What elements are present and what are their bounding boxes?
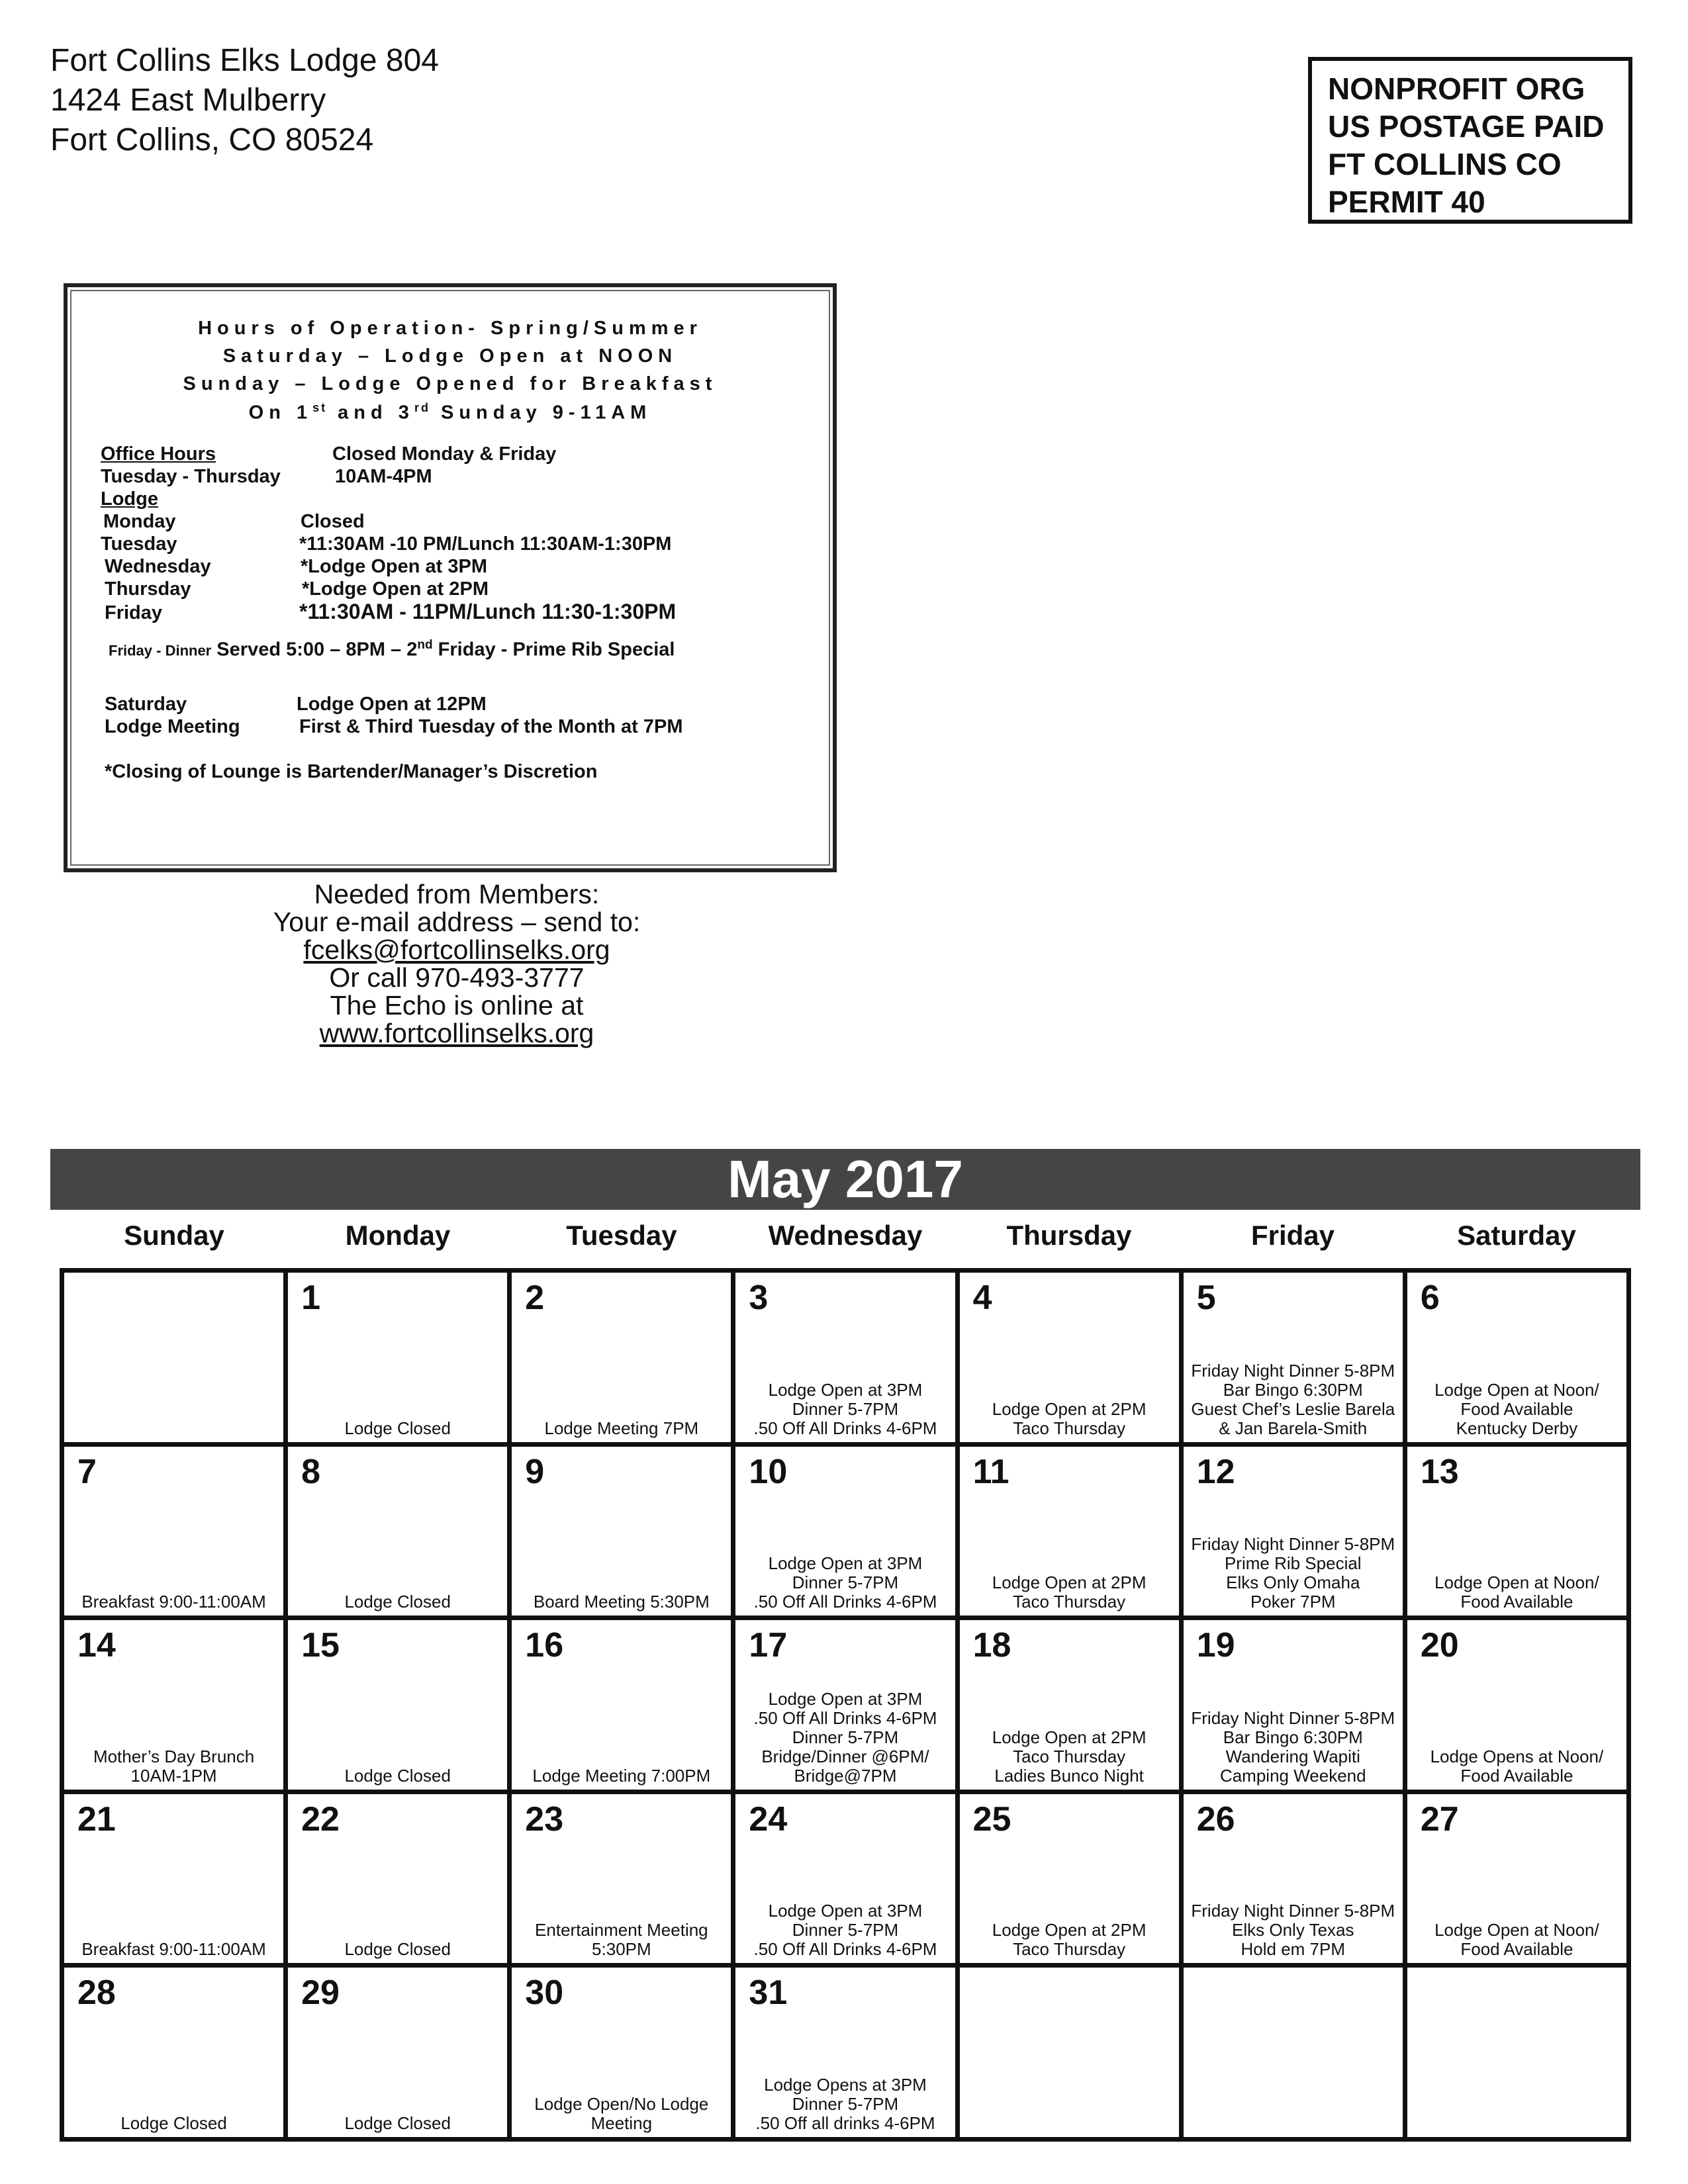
day-number: 6 xyxy=(1420,1279,1440,1317)
calendar-grid xyxy=(60,1268,1631,2142)
website-link[interactable]: www.fortcollinselks.org xyxy=(319,1018,594,1048)
event-line: Dinner 5-7PM xyxy=(792,1920,899,1940)
event-line: Guest Chef’s Leslie Barela xyxy=(1191,1398,1395,1419)
thursday-value: *Lodge Open at 2PM xyxy=(302,578,489,600)
event-line: Lodge Closed xyxy=(344,1592,451,1612)
day-number: 28 xyxy=(77,1974,116,2013)
event-line: Dinner 5-7PM xyxy=(792,1727,899,1747)
day-events xyxy=(737,2075,953,2133)
event-line: Food Available xyxy=(1460,1765,1573,1786)
event-line: Entertainment Meeting xyxy=(535,1920,708,1940)
day-number: 29 xyxy=(301,1974,340,2013)
hours-of-operation-box xyxy=(64,283,837,872)
day-events xyxy=(289,1766,506,1786)
day-events xyxy=(1409,1381,1625,1438)
day-number: 16 xyxy=(525,1626,564,1665)
calendar-day-cell xyxy=(512,1447,731,1616)
calendar-day-cell xyxy=(1184,1273,1403,1442)
return-address xyxy=(50,41,439,160)
tue-thu-label: Tuesday - Thursday xyxy=(101,466,281,487)
day-number: 27 xyxy=(1420,1799,1459,1839)
saturday-value: Lodge Open at 12PM xyxy=(297,694,487,715)
postage-indicia xyxy=(1308,57,1632,224)
address-line-1: Fort Collins Elks Lodge 804 xyxy=(50,43,439,78)
dow-friday: Friday xyxy=(1250,1220,1335,1251)
day-number: 23 xyxy=(525,1799,564,1839)
day-events xyxy=(1409,1921,1625,1959)
event-line: Taco Thursday xyxy=(1013,1939,1126,1960)
members-note-line-5: The Echo is online at xyxy=(330,990,584,1021)
day-events xyxy=(1185,1709,1401,1786)
event-line: Camping Weekend xyxy=(1219,1765,1366,1786)
day-number: 9 xyxy=(525,1452,545,1491)
day-events xyxy=(66,2114,282,2133)
day-number: 5 xyxy=(1196,1279,1216,1317)
email-link[interactable]: fcelks@fortcollinselks.org xyxy=(303,934,610,965)
day-number: 17 xyxy=(749,1626,788,1665)
day-events xyxy=(66,1747,282,1786)
calendar-day-cell xyxy=(960,1968,1179,2137)
day-number: 18 xyxy=(972,1626,1011,1665)
day-number: 13 xyxy=(1420,1452,1459,1491)
friday-dinner-line: Friday - Dinner Served 5:00 – 8PM – 2nd Friday - Prime Rib Special xyxy=(109,638,675,660)
calendar-day-cell xyxy=(735,1620,955,1790)
event-line: Lodge Open at Noon/ xyxy=(1434,1379,1599,1400)
day-events xyxy=(1409,1747,1625,1786)
dow-saturday: Saturday xyxy=(1457,1220,1576,1251)
event-line: .50 Off All Drinks 4-6PM xyxy=(753,1707,937,1728)
day-events xyxy=(513,1419,729,1438)
event-line: Lodge Open at 2PM xyxy=(992,1727,1147,1747)
address-line-3: Fort Collins, CO 80524 xyxy=(50,122,374,158)
friday-label: Friday xyxy=(105,602,163,623)
hours-heading-1: Hours of Operation- Spring/Summer xyxy=(198,318,702,339)
hours-heading-3: Sunday – Lodge Opened for Breakfast xyxy=(183,373,718,394)
calendar-day-cell xyxy=(960,1794,1179,1964)
day-number: 4 xyxy=(972,1279,992,1317)
day-number: 3 xyxy=(749,1279,769,1317)
event-line: Ladies Bunco Night xyxy=(994,1765,1144,1786)
event-line: Food Available xyxy=(1460,1592,1573,1612)
calendar-day-cell xyxy=(64,1794,283,1964)
tuesday-value: *11:30AM -10 PM/Lunch 11:30AM-1:30PM xyxy=(299,533,672,555)
office-hours-value: Closed Monday & Friday xyxy=(332,443,557,465)
postage-line-1: NONPROFIT ORG xyxy=(1328,71,1585,106)
event-line: Wandering Wapiti xyxy=(1225,1746,1360,1766)
day-events xyxy=(513,2095,729,2133)
postage-line-2: US POSTAGE PAID xyxy=(1328,109,1605,144)
event-line: Lodge Open at 2PM xyxy=(992,1920,1147,1940)
address-line-2: 1424 East Mulberry xyxy=(50,83,326,118)
calendar-title: May 2017 xyxy=(50,1149,1640,1210)
event-line: Taco Thursday xyxy=(1013,1418,1126,1438)
calendar-day-cell xyxy=(1407,1273,1626,1442)
calendar-day-cell xyxy=(288,1273,507,1442)
event-line: Breakfast 9:00-11:00AM xyxy=(81,1592,266,1612)
event-line: Elks Only Omaha xyxy=(1226,1572,1360,1593)
event-line: Lodge Closed xyxy=(344,1418,451,1438)
day-events xyxy=(961,1728,1178,1786)
calendar-day-cell xyxy=(735,1447,955,1616)
calendar-day-cell xyxy=(64,1968,283,2137)
event-line: Lodge Open at Noon/ xyxy=(1434,1572,1599,1593)
event-line: Kentucky Derby xyxy=(1456,1418,1578,1438)
event-line: Taco Thursday xyxy=(1013,1592,1126,1612)
event-line: Hold em 7PM xyxy=(1241,1939,1346,1960)
day-events xyxy=(737,1690,953,1786)
day-number: 20 xyxy=(1420,1626,1459,1665)
day-events xyxy=(513,1921,729,1959)
thursday-label: Thursday xyxy=(105,578,191,600)
calendar-day-cell xyxy=(288,1620,507,1790)
event-line: Lodge Open/No Lodge xyxy=(534,2094,709,2114)
day-events xyxy=(289,2114,506,2133)
event-line: Lodge Meeting 7PM xyxy=(544,1418,699,1438)
event-line: Lodge Closed xyxy=(344,1939,451,1960)
dow-thursday: Thursday xyxy=(1006,1220,1132,1251)
lodge-meeting-value: First & Third Tuesday of the Month at 7PM xyxy=(299,716,683,737)
lodge-meeting-label: Lodge Meeting xyxy=(105,716,240,737)
event-line: Bar Bingo 6:30PM xyxy=(1223,1727,1363,1747)
dow-wednesday: Wednesday xyxy=(768,1220,923,1251)
day-number: 12 xyxy=(1196,1452,1235,1491)
calendar-day-cell xyxy=(64,1273,283,1442)
event-line: Lodge Open at 3PM xyxy=(768,1379,923,1400)
dow-sunday: Sunday xyxy=(124,1220,224,1251)
calendar-day-cell xyxy=(288,1794,507,1964)
event-line: Lodge Open at 3PM xyxy=(768,1901,923,1921)
dow-monday: Monday xyxy=(345,1220,451,1251)
members-note-phone: Or call 970-493-3777 xyxy=(329,962,585,993)
calendar-day-cell xyxy=(960,1447,1179,1616)
wednesday-value: *Lodge Open at 3PM xyxy=(301,556,487,577)
calendar-day-cell xyxy=(1184,1447,1403,1616)
calendar-day-cell xyxy=(288,1447,507,1616)
day-events xyxy=(1185,1535,1401,1612)
event-line: & Jan Barela-Smith xyxy=(1219,1418,1368,1438)
event-line: Friday Night Dinner 5-8PM xyxy=(1191,1707,1395,1728)
day-events xyxy=(66,1592,282,1612)
calendar-day-cell xyxy=(64,1620,283,1790)
event-line: .50 Off All Drinks 4-6PM xyxy=(753,1939,937,1960)
event-line: Bridge@7PM xyxy=(794,1765,897,1786)
tue-thu-value: 10AM-4PM xyxy=(335,466,432,487)
event-line: Prime Rib Special xyxy=(1224,1553,1362,1574)
day-number: 15 xyxy=(301,1626,340,1665)
event-line: Lodge Open at 3PM xyxy=(768,1553,923,1574)
calendar-day-cell xyxy=(512,1620,731,1790)
calendar-day-cell xyxy=(1407,1620,1626,1790)
postage-line-3: FT COLLINS CO xyxy=(1328,147,1562,181)
event-line: Dinner 5-7PM xyxy=(792,2094,899,2114)
day-number: 25 xyxy=(972,1799,1011,1839)
event-line: Friday Night Dinner 5-8PM xyxy=(1191,1534,1395,1555)
event-line: Meeting xyxy=(590,2113,653,2133)
event-line: .50 Off all drinks 4-6PM xyxy=(755,2113,935,2133)
day-events xyxy=(513,1592,729,1612)
calendar-day-cell xyxy=(1184,1620,1403,1790)
event-line: Lodge Closed xyxy=(120,2113,227,2133)
event-line: Dinner 5-7PM xyxy=(792,1572,899,1593)
day-events xyxy=(289,1940,506,1959)
monday-label: Monday xyxy=(103,511,176,532)
calendar-day-cell xyxy=(1407,1968,1626,2137)
event-line: Lodge Open at 3PM xyxy=(768,1688,923,1709)
calendar-day-cell xyxy=(1184,1794,1403,1964)
event-line: Mother’s Day Brunch xyxy=(93,1746,255,1766)
calendar-day-cell xyxy=(288,1968,507,2137)
calendar-day-cell xyxy=(512,1968,731,2137)
event-line: Lodge Meeting 7:00PM xyxy=(532,1765,711,1786)
day-events xyxy=(1185,1901,1401,1959)
day-events xyxy=(289,1592,506,1612)
calendar-day-cell xyxy=(512,1273,731,1442)
event-line: Lodge Closed xyxy=(344,1765,451,1786)
event-line: Lodge Open at Noon/ xyxy=(1434,1920,1599,1940)
day-number: 30 xyxy=(525,1974,564,2013)
event-line: Bar Bingo 6:30PM xyxy=(1223,1379,1363,1400)
calendar-day-cell xyxy=(735,1273,955,1442)
calendar-day-cell xyxy=(512,1794,731,1964)
day-number: 21 xyxy=(77,1799,116,1839)
day-number: 22 xyxy=(301,1799,340,1839)
day-events xyxy=(737,1381,953,1438)
day-events xyxy=(1409,1573,1625,1612)
event-line: 5:30PM xyxy=(592,1939,651,1960)
day-events xyxy=(737,1901,953,1959)
day-events xyxy=(961,1573,1178,1612)
calendar-day-cell xyxy=(1184,1968,1403,2137)
dow-tuesday: Tuesday xyxy=(566,1220,677,1251)
day-events xyxy=(513,1766,729,1786)
day-number: 1 xyxy=(301,1279,321,1317)
day-number: 19 xyxy=(1196,1626,1235,1665)
day-number: 7 xyxy=(77,1452,97,1491)
event-line: Lodge Opens at Noon/ xyxy=(1430,1746,1604,1766)
hours-heading-2: Saturday – Lodge Open at NOON xyxy=(222,345,678,367)
calendar-day-cell xyxy=(1407,1447,1626,1616)
members-note-line-2: Your e-mail address – send to: xyxy=(273,907,641,937)
event-line: Lodge Opens at 3PM xyxy=(764,2075,927,2095)
calendar-day-cell xyxy=(64,1447,283,1616)
day-events xyxy=(961,1921,1178,1959)
monday-value: Closed xyxy=(301,511,365,532)
event-line: Breakfast 9:00-11:00AM xyxy=(81,1939,266,1960)
day-events xyxy=(289,1419,506,1438)
calendar-day-cell xyxy=(1407,1794,1626,1964)
day-events xyxy=(961,1400,1178,1438)
event-line: Friday Night Dinner 5-8PM xyxy=(1191,1901,1395,1921)
day-number: 14 xyxy=(77,1626,116,1665)
day-number: 8 xyxy=(301,1452,321,1491)
wednesday-label: Wednesday xyxy=(105,556,211,577)
event-line: Poker 7PM xyxy=(1250,1592,1336,1612)
event-line: Lodge Open at 2PM xyxy=(992,1572,1147,1593)
closing-note: *Closing of Lounge is Bartender/Manager’s Discretion xyxy=(105,761,598,782)
event-line: Dinner 5-7PM xyxy=(792,1398,899,1419)
event-line: Taco Thursday xyxy=(1013,1746,1126,1766)
event-line: .50 Off All Drinks 4-6PM xyxy=(753,1592,937,1612)
event-line: Food Available xyxy=(1460,1939,1573,1960)
friday-value: *11:30AM - 11PM/Lunch 11:30-1:30PM xyxy=(299,600,677,623)
event-line: Friday Night Dinner 5-8PM xyxy=(1191,1360,1395,1381)
hours-heading-4: On 1st and 3rd Sunday 9-11AM xyxy=(248,401,652,424)
members-note-line-1: Needed from Members: xyxy=(314,879,600,909)
members-note xyxy=(218,880,695,1047)
calendar-day-cell xyxy=(960,1620,1179,1790)
day-events xyxy=(737,1554,953,1612)
event-line: Lodge Open at 2PM xyxy=(992,1398,1147,1419)
lodge-label: Lodge xyxy=(101,488,158,510)
day-number: 11 xyxy=(972,1452,1009,1491)
event-line: Bridge/Dinner @6PM/ xyxy=(761,1746,929,1766)
day-number: 26 xyxy=(1196,1799,1235,1839)
event-line: .50 Off All Drinks 4-6PM xyxy=(753,1418,937,1438)
event-line: Food Available xyxy=(1460,1398,1573,1419)
saturday-label: Saturday xyxy=(105,694,187,715)
calendar-day-cell xyxy=(960,1273,1179,1442)
event-line: Elks Only Texas xyxy=(1232,1920,1354,1940)
day-number: 31 xyxy=(749,1974,788,2013)
calendar-day-cell xyxy=(735,1794,955,1964)
tuesday-label: Tuesday xyxy=(101,533,177,555)
calendar-day-cell xyxy=(735,1968,955,2137)
event-line: Board Meeting 5:30PM xyxy=(533,1592,710,1612)
postage-line-4: PERMIT 40 xyxy=(1328,185,1485,219)
office-hours-label: Office Hours xyxy=(101,443,216,465)
day-events xyxy=(66,1940,282,1959)
day-number: 2 xyxy=(525,1279,545,1317)
day-number: 10 xyxy=(749,1452,788,1491)
day-events xyxy=(1185,1361,1401,1438)
event-line: 10AM-1PM xyxy=(130,1765,217,1786)
day-number: 24 xyxy=(749,1799,788,1839)
event-line: Lodge Closed xyxy=(344,2113,451,2133)
